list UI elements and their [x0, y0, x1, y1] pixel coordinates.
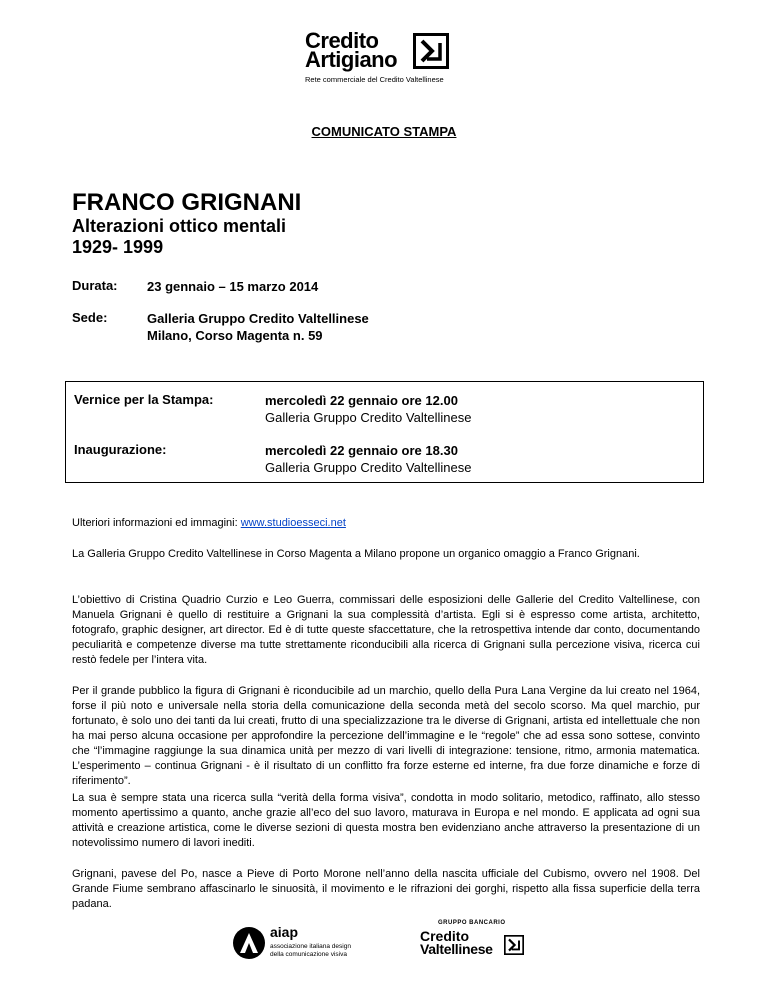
paragraph-4: La sua è sempre stata una ricerca sulla “verità della forma visiva”, condotta in modo solitario, metodico, raffinato, allo stesso momento apertissimo a quanto, anche grazie all’eco del suo lavoro, maturava in Europa e nel mondo. E applicata ad ogni sua attività e creazione artistica, come le diverse sezioni di questa mostra ben evidenziano anche attraverso la presentazione di un notevolissimo numero di lavori inediti.	[72, 792, 700, 849]
paragraph-5: Grignani, pavese del Po, nasce a Pieve di Porto Morone nell’anno della nascita ufficiale del Cubismo, ovvero nel 1908. Del Grande Fiume sembrano affascinarlo le sinuosità, il movimento e le rifrazioni dei gorghi, rispetto alla fissa superficie della terra padana.	[72, 868, 700, 910]
vernice-label: Vernice per la Stampa:	[74, 392, 214, 407]
aiap-subtitle	[270, 943, 351, 959]
vernice-value	[265, 392, 471, 426]
vernice-place: Galleria Gruppo Credito Valtellinese	[265, 410, 472, 425]
inaugurazione-place: Galleria Gruppo Credito Valtellinese	[265, 460, 472, 475]
creval-line2: Valtellinese	[420, 941, 493, 957]
subtitle-line1: Alterazioni ottico mentali	[72, 216, 287, 236]
credito-valtellinese-logo	[420, 920, 530, 970]
aiap-line1: associazione italiana design	[270, 943, 351, 950]
paragraph-1: La Galleria Gruppo Credito Valtellinese in Corso Magenta a Milano propone un organico omaggio a Franco Grignani.	[72, 548, 640, 560]
aiap-line2: della comunicazione visiva	[270, 951, 347, 958]
aiap-name: aiap	[270, 924, 299, 940]
logo-line1: Credito	[305, 28, 379, 53]
sede-line1: Galleria Gruppo Credito Valtellinese	[147, 311, 369, 326]
info-line	[72, 516, 700, 531]
subtitle-line2: 1929- 1999	[72, 237, 164, 257]
logo-tagline: Rete commerciale del Credito Valtellinese	[305, 75, 444, 84]
paragraph-2: L’obiettivo di Cristina Quadrio Curzio e Leo Guerra, commissari delle esposizioni delle Gallerie del Credito Valtellinese, con Manuela Grignani è quello di restituire a Grignani la sua complessità d’artista. Egli si è espresso come artista, architetto, fotografo, graphic designer, art director. Ed è di tutte queste sfaccettature, che la retrospettiva intende dar conto, documentando peculiarità e competenze diverse ma tutte strettamente riconducibili alla ricerca di Grignani sulla percezione visiva, ricerca cui restò fedele per l’intera vita.	[72, 594, 700, 666]
info-prefix: Ulteriori informazioni ed immagini:	[72, 517, 241, 529]
credito-artigiano-logo	[305, 30, 485, 90]
sede-label: Sede:	[72, 310, 108, 325]
press-events-box	[65, 381, 704, 483]
inaugurazione-label: Inaugurazione:	[74, 442, 167, 457]
inaugurazione-value	[265, 442, 471, 476]
durata-value: 23 gennaio – 15 marzo 2014	[147, 279, 319, 294]
logo-mark-icon	[413, 33, 449, 69]
aiap-mark-icon	[232, 926, 266, 960]
logo-line2: Artigiano	[305, 47, 398, 72]
paragraph-3: Per il grande pubblico la figura di Grignani è riconducibile ad un marchio, quello della Pura Lana Vergine da lui creato nel 1964, forse il più noto e universale nella storia della comunicazione della seconda metà del secolo scorso. Ma quel marchio, pur fortunato, è solo uno dei tanti da lui creati, frutto di una specializzazione tra le diverse di Grignani, artista ed intellettuale che non ha mai perso alcuna occasione per approfondire la percezione dell’immagine e le “regole” che ad essa sono sottese, convinto che “l’immagine raggiunge la sua dinamica unità per mezzo di vari livelli di integrazione: tensione, ritmo, armonia matematica. L’esperimento – continua Grignani - è il risultato di un conflitto fra forze esterne ed interne, fra due forze dinamiche e forze di riferimento”.	[72, 685, 700, 787]
vernice-date: mercoledì 22 gennaio ore 12.00	[265, 393, 458, 408]
inaugurazione-date: mercoledì 22 gennaio ore 18.30	[265, 443, 458, 458]
sede-value	[147, 310, 369, 344]
studioesseci-link[interactable]: www.studioesseci.net	[240, 517, 346, 529]
aiap-logo	[232, 924, 352, 966]
creval-line1: Credito	[420, 928, 469, 944]
sede-line2: Milano, Corso Magenta n. 59	[147, 328, 323, 343]
comunicato-stampa-heading: COMUNICATO STAMPA	[311, 124, 457, 139]
page-subtitle	[72, 216, 286, 258]
page-title: FRANCO GRIGNANI	[72, 189, 302, 216]
creval-mark-icon	[504, 935, 524, 955]
durata-label: Durata:	[72, 278, 118, 293]
gruppo-bancario-label: GRUPPO BANCARIO	[438, 920, 506, 926]
